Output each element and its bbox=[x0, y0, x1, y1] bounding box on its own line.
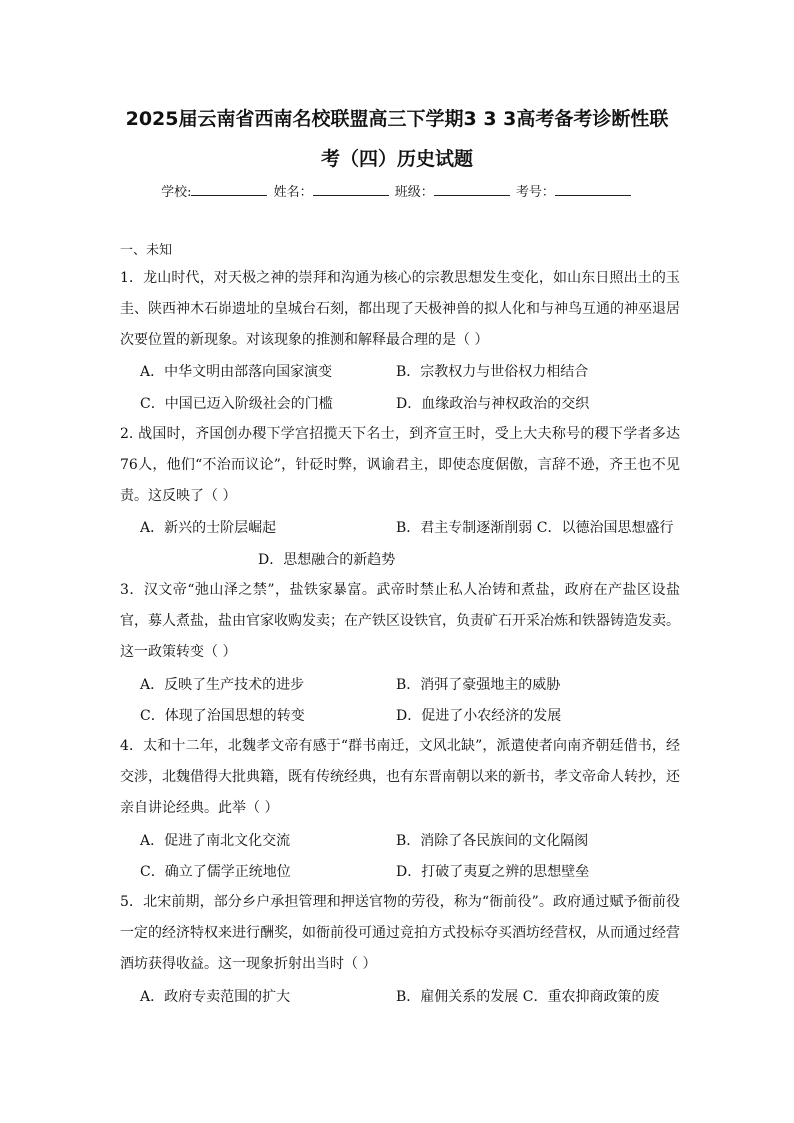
question-4-option-c[interactable]: C．确立了儒学正统地位 bbox=[140, 864, 291, 880]
question-3-option-b[interactable]: B．消弭了豪强地主的威胁 bbox=[396, 677, 561, 693]
exam-number-label: 考号： bbox=[515, 185, 555, 200]
question-3-option-c[interactable]: C．体现了治国思想的转变 bbox=[140, 708, 305, 724]
question-1-option-c[interactable]: C．中国已迈入阶级社会的门槛 bbox=[140, 396, 333, 412]
question-3-option-a[interactable]: A．反映了生产技术的进步 bbox=[140, 677, 305, 693]
class-blank[interactable] bbox=[434, 182, 510, 196]
name-blank[interactable] bbox=[313, 182, 389, 196]
school-blank[interactable] bbox=[191, 182, 267, 196]
exam-title-line2: 考（四）历史试题 bbox=[320, 148, 473, 170]
exam-title-line1: 2025届云南省西南名校联盟高三下学期3 3 3高考备考诊断性联 bbox=[125, 108, 669, 130]
question-5-stem: 5．北宋前期，部分乡户承担管理和押送官物的劳役，称为“衙前役”。政府通过赋予衙前役一定的经济特权来进行酬奖，如衙前役可通过竞拍方式投标夺买酒坊经营权，从而通过经营酒坊获得收益。这一现象折射出当时（ ） bbox=[120, 894, 680, 972]
question-2-option-d[interactable]: D．思想融合的新趋势 bbox=[258, 552, 396, 568]
question-4-option-a[interactable]: A．促进了南北文化交流 bbox=[140, 833, 291, 849]
section-title: 一、未知 bbox=[120, 243, 173, 258]
student-info-row bbox=[0, 182, 794, 202]
question-1-stem: 1．龙山时代，对天极之神的崇拜和沟通为核心的宗教思想发生变化，如山东日照出土的玉圭、陕西神木石峁遗址的皇城台石刻，都出现了天极神兽的拟人化和与神鸟互通的神巫退居次要位置的新现象。对该现象的推测和解释最合理的是（ ） bbox=[120, 270, 680, 348]
question-2-option-b-c[interactable]: B．君主专制逐渐削弱 C．以德治国思想盛行 bbox=[396, 520, 674, 536]
question-5-option-b-c[interactable]: B．雇佣关系的发展 C．重农抑商政策的废 bbox=[396, 989, 660, 1005]
question-5-option-a[interactable]: A．政府专卖范围的扩大 bbox=[140, 989, 291, 1005]
question-1-option-d[interactable]: D．血缘政治与神权政治的交织 bbox=[396, 396, 590, 412]
question-4-option-b[interactable]: B．消除了各民族间的文化隔阂 bbox=[396, 833, 589, 849]
name-label: 姓名： bbox=[273, 185, 313, 200]
question-2-stem: 2. 战国时，齐国创办稷下学宫招揽天下名士，到齐宣王时，受上大夫称号的稷下学者多达76人，他们“不治而议论”，针砭时弊，讽谕君主，即使态度倨傲，言辞不逊，齐王也不见责。这反映了（ ） bbox=[120, 426, 680, 504]
question-2-option-a[interactable]: A．新兴的士阶层崛起 bbox=[140, 520, 277, 536]
question-1-option-b[interactable]: B．宗教权力与世俗权力相结合 bbox=[396, 364, 589, 380]
question-3-option-d[interactable]: D．促进了小农经济的发展 bbox=[396, 708, 562, 724]
question-4-stem: 4．太和十二年，北魏孝文帝有感于“群书南迁，文风北缺”，派遣使者向南齐朝廷借书，经交涉，北魏借得大批典籍，既有传统经典，也有东晋南朝以来的新书，孝文帝命人转抄，还亲自讲论经典。此举（ ） bbox=[120, 738, 680, 816]
question-4-option-d[interactable]: D．打破了夷夏之辨的思想壁垒 bbox=[396, 864, 590, 880]
school-label: 学校: bbox=[161, 185, 192, 200]
class-label: 班级： bbox=[394, 185, 434, 200]
question-1-option-a[interactable]: A．中华文明由部落向国家演变 bbox=[140, 364, 333, 380]
exam-number-blank[interactable] bbox=[555, 182, 631, 196]
question-3-stem: 3．汉文帝“弛山泽之禁”，盐铁家暴富。武帝时禁止私人冶铸和煮盐，政府在产盐区设盐官，募人煮盐，盐由官家收购发卖；在产铁区设铁官，负责矿石开采冶炼和铁器铸造发卖。这一政策转变（ ） bbox=[120, 582, 680, 660]
